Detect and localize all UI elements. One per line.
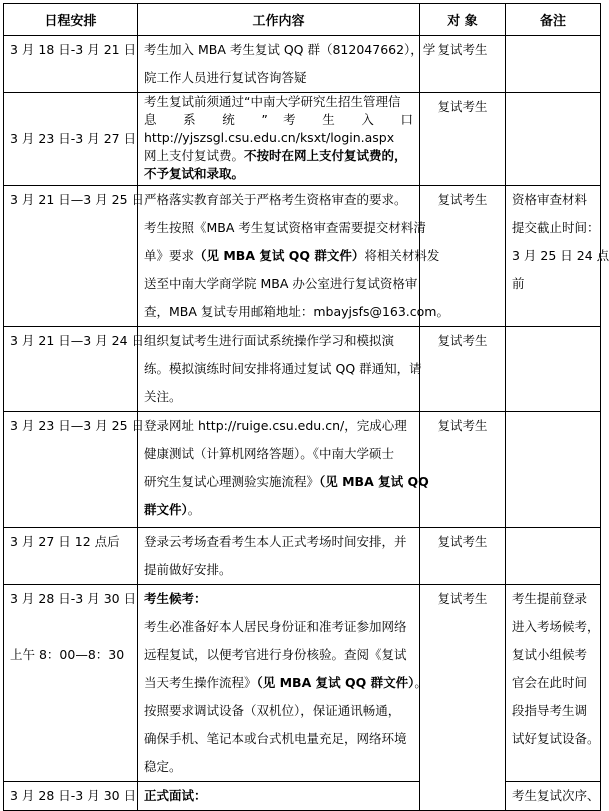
target-text: 复试考生 <box>437 99 488 114</box>
content-text: 送至中南大学商学院 MBA 办公室进行复试资格审 <box>144 276 418 291</box>
header-row <box>4 4 601 36</box>
content-bold-text: 不予复试和录取。 <box>144 166 245 181</box>
content-line <box>144 440 413 468</box>
content-bold-text: （见 MBA 复试 QQ 群文件） <box>256 675 415 690</box>
date-line: 3 月 28 日-3 月 30 日 <box>10 591 137 606</box>
header-target: 对 象 <box>420 4 506 36</box>
content-line <box>144 496 413 524</box>
content-text: 登录网址 http://ruige.csu.edu.cn/，完成心理 <box>144 418 407 433</box>
note-line: 考生复试次序、 <box>512 788 600 803</box>
table-row <box>4 186 601 327</box>
notes-cell <box>506 93 601 186</box>
content-text: 严格落实教育部关于严格考生资格审查的要求。 <box>144 192 407 207</box>
note-line: 试好复试设备。 <box>512 731 600 746</box>
header-notes: 备注 <box>506 4 601 36</box>
content-line <box>144 697 413 725</box>
content-line <box>144 412 413 440</box>
date-line <box>10 613 131 641</box>
table-row <box>4 93 601 186</box>
content-bold-text: 群文件） <box>144 502 188 517</box>
notes-cell <box>506 186 609 327</box>
target-cell <box>420 93 506 186</box>
content-text: 。 <box>414 675 427 690</box>
target-text: 复试考生 <box>437 192 488 207</box>
content-line <box>144 270 418 298</box>
table-row <box>4 412 601 528</box>
content-bold-text: 正式面试： <box>144 788 207 803</box>
date-cell <box>4 585 138 782</box>
content-line <box>144 327 413 355</box>
content-line <box>144 93 413 111</box>
note-line: 复试小组候考 <box>512 647 588 662</box>
content-line <box>144 725 413 753</box>
content-text: http://yjszsgl.csu.edu.cn/ksxt/login.aspx <box>144 130 395 145</box>
content-text: 考生按照《MBA 考生复试资格审查需要提交材料清 <box>144 220 426 235</box>
content-text: 研究生复试心理测验实施流程》 <box>144 474 320 489</box>
date-line: 3 月 28 日-3 月 30 日 <box>10 788 137 803</box>
header-schedule: 日程安排 <box>4 4 138 36</box>
content-line <box>144 242 440 270</box>
note-line: 考生提前登录 <box>512 591 588 606</box>
date-cell <box>4 186 145 327</box>
content-text: 提前做好安排。 <box>144 562 232 577</box>
content-line <box>144 528 413 556</box>
table-row <box>4 782 601 811</box>
content-line <box>144 383 413 411</box>
content-text: 登录云考场查看考生本人正式考场时间安排，并 <box>144 534 407 549</box>
content-bold-text: （见 MBA 复试 QQ <box>319 474 429 489</box>
notes-cell <box>506 412 601 528</box>
content-cell <box>138 782 420 811</box>
content-line <box>144 782 413 810</box>
content-text: 关注。 <box>144 389 182 404</box>
target-text: 复试考生 <box>437 333 488 348</box>
notes-cell <box>506 36 601 93</box>
date-line: 上午 8：00—8：30 <box>10 647 125 662</box>
table-row <box>4 585 601 782</box>
notes-cell <box>506 585 601 782</box>
content-line <box>144 355 422 383</box>
content-text: 考生加入 MBA 考生复试 QQ 群（812047662），学 <box>144 42 436 57</box>
content-text: 稳定。 <box>144 759 182 774</box>
content-text: 。 <box>187 502 201 517</box>
content-line <box>144 165 413 183</box>
target-text: 复试考生 <box>437 591 488 606</box>
target-cell <box>420 528 506 585</box>
content-bold-text: 考生候考： <box>144 591 207 606</box>
content-line <box>144 468 429 496</box>
content-text: 确保手机、笔记本或台式机电量充足，网络环境 <box>144 731 407 746</box>
content-line <box>144 298 449 326</box>
content-line <box>144 753 413 781</box>
content-text: 息 系 统 ” 考 生 入 口 <box>144 112 413 127</box>
notes-cell <box>506 782 601 811</box>
date-cell <box>4 412 145 528</box>
date-cell <box>4 36 138 93</box>
content-cell <box>138 585 427 782</box>
content-line <box>144 147 413 165</box>
target-text: 复试考生 <box>437 42 488 57</box>
content-line <box>144 556 413 584</box>
date-line: 3 月 21 日—3 月 25 日 <box>10 192 145 207</box>
content-text: 查，MBA 复试专用邮箱地址：mbayjsfs@163.com。 <box>144 304 449 319</box>
content-text: 考生复试前须通过“中南大学研究生招生管理信 <box>144 94 401 109</box>
content-line <box>144 613 413 641</box>
date-line: 3 月 27 日 12 点后 <box>10 534 120 549</box>
content-cell <box>138 412 429 528</box>
table-row <box>4 327 601 412</box>
note-line: 官会在此时间 <box>512 675 588 690</box>
content-line <box>144 641 413 669</box>
date-cell <box>4 93 138 186</box>
note-line: 资格审查材料 <box>512 192 588 207</box>
date-line: 3 月 23 日—3 月 25 日 <box>10 418 145 433</box>
content-line <box>144 129 413 147</box>
content-bold-text: 不按时在网上支付复试费的， <box>244 148 407 163</box>
target-cell <box>420 327 506 412</box>
content-line <box>144 36 436 64</box>
header-content: 工作内容 <box>138 4 420 36</box>
notes-cell <box>506 528 601 585</box>
date-line: 3 月 21 日—3 月 24 日 <box>10 333 145 348</box>
content-text: 单》要求 <box>144 248 195 263</box>
target-cell <box>420 585 506 811</box>
content-line <box>144 669 427 697</box>
content-text: 组织复试考生进行面试系统操作学习和模拟演 <box>144 333 395 348</box>
notes-cell <box>506 327 601 412</box>
target-text: 复试考生 <box>437 534 488 549</box>
content-cell <box>138 36 436 93</box>
content-line <box>144 186 413 214</box>
content-cell <box>138 93 420 186</box>
schedule-table <box>3 3 609 811</box>
content-bold-text: （见 MBA 复试 QQ 群文件） <box>194 248 365 263</box>
table-row <box>4 528 601 585</box>
note-line: 前 <box>512 276 525 291</box>
content-line <box>144 214 426 242</box>
content-line <box>144 64 413 92</box>
content-line <box>144 111 413 129</box>
content-text: 练。模拟演练时间安排将通过复试 QQ 群通知，请 <box>144 361 422 376</box>
note-line: 提交截止时间： <box>512 220 600 235</box>
content-text: 远程复试，以便考官进行身份核验。查阅《复试 <box>144 647 407 662</box>
note-line: 段指导考生调 <box>512 703 588 718</box>
note-line: 3 月 25 日 24 点 <box>512 248 609 263</box>
note-line: 进入考场候考， <box>512 619 600 634</box>
content-text: 当天考生操作流程》 <box>144 675 257 690</box>
content-line <box>144 585 413 613</box>
content-text: 网上支付复试费。 <box>144 148 245 163</box>
content-text: 院工作人员进行复试咨询答疑 <box>144 70 307 85</box>
content-text: 考生必准备好本人居民身份证和准考证参加网络 <box>144 619 407 634</box>
content-cell <box>138 186 449 327</box>
target-text: 复试考生 <box>437 418 488 433</box>
content-text: 将相关材料发 <box>364 248 440 263</box>
date-line: 3 月 23 日-3 月 27 日 <box>10 131 137 146</box>
date-line: 3 月 18 日-3 月 21 日 <box>10 42 137 57</box>
date-cell <box>4 528 138 585</box>
target-cell <box>420 412 506 528</box>
content-cell <box>138 327 420 412</box>
content-cell <box>138 528 420 585</box>
content-text: 按照要求调试设备（双机位），保证通讯畅通， <box>144 703 401 718</box>
table-row <box>4 36 601 93</box>
content-text: 健康测试（计算机网络答题）。《中南大学硕士 <box>144 446 395 461</box>
date-cell <box>4 782 138 811</box>
date-cell <box>4 327 145 412</box>
